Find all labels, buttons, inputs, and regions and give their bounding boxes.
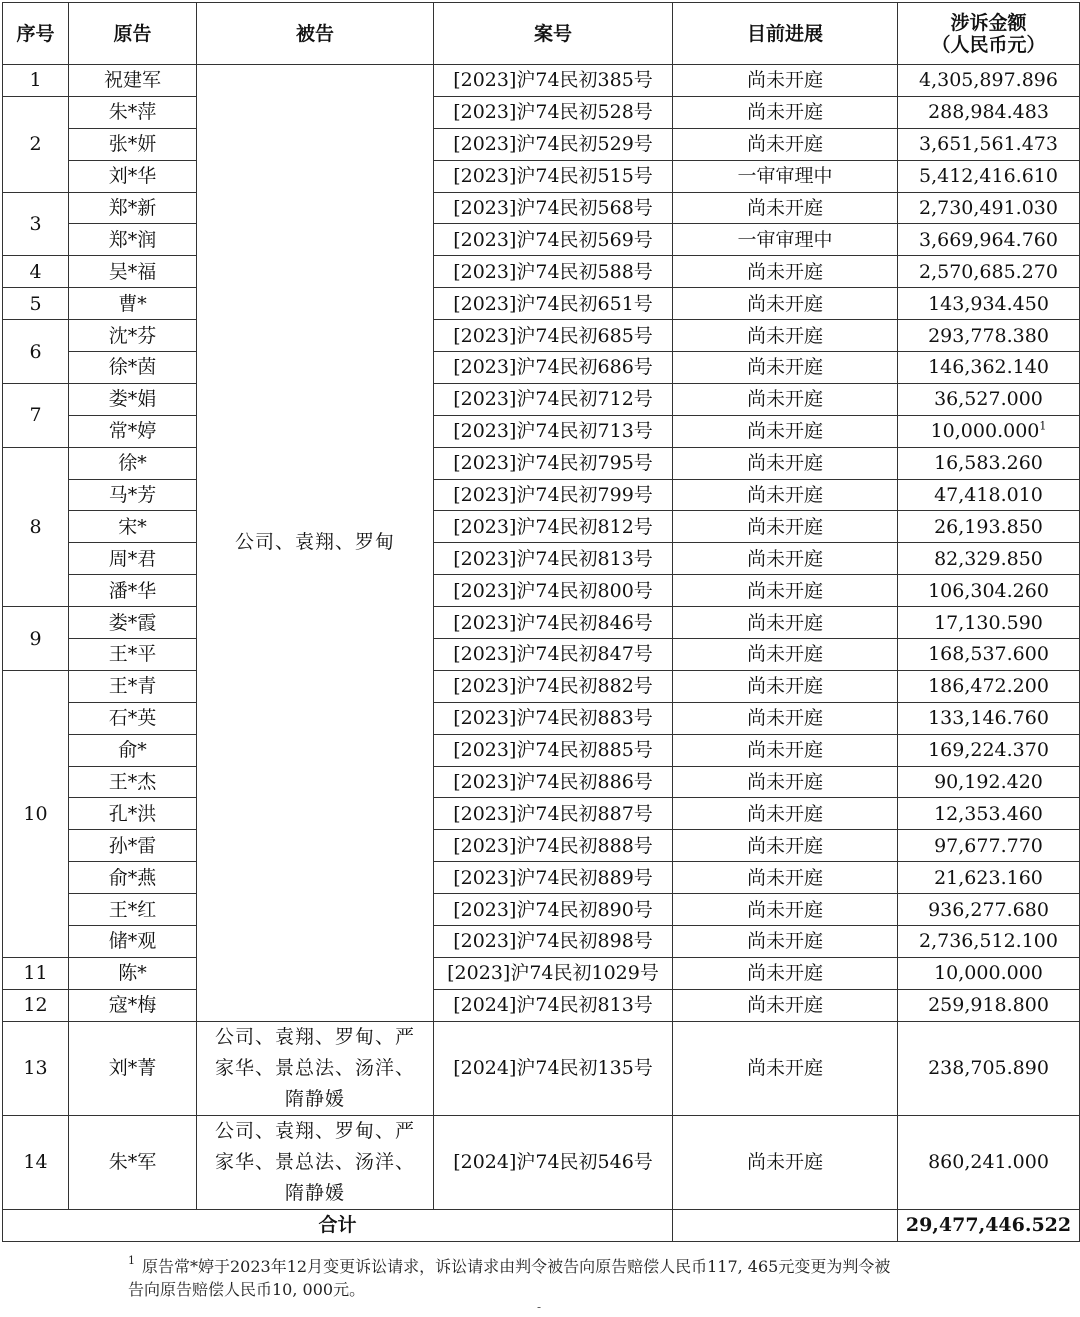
progress-cell: 尚未开庭	[673, 575, 898, 607]
table-row	[3, 224, 1080, 256]
table-row	[3, 65, 1080, 97]
table-row	[3, 926, 1080, 958]
plaintiff-cell: 寇*梅	[69, 989, 197, 1021]
amount-cell	[898, 607, 1080, 639]
table-row	[3, 1021, 1080, 1115]
header-amount-line1: 涉诉金额	[950, 11, 1027, 34]
header-progress: 目前进展	[673, 3, 898, 65]
plaintiff-cell: 徐*茵	[69, 352, 197, 384]
seq-cell: 7	[3, 383, 69, 447]
progress-cell: 尚未开庭	[673, 894, 898, 926]
plaintiff-cell: 娄*娟	[69, 383, 197, 415]
plaintiff-cell: 祝建军	[69, 65, 197, 97]
seq-cell: 6	[3, 320, 69, 384]
progress-cell: 尚未开庭	[673, 128, 898, 160]
amount-cell	[898, 256, 1080, 288]
plaintiff-cell: 俞*燕	[69, 862, 197, 894]
plaintiff-cell: 郑*润	[69, 224, 197, 256]
plaintiff-cell: 郑*新	[69, 192, 197, 224]
footnote-line2: 告向原告赔偿人民币10, 000元。	[128, 1280, 366, 1299]
amount-cell: 860,241.000	[898, 1115, 1080, 1209]
amount-value: 10,000.000	[934, 962, 1043, 985]
progress-cell: 尚未开庭	[673, 989, 898, 1021]
seq-cell: 11	[3, 957, 69, 989]
amount-value: 10,000.000	[930, 420, 1040, 443]
progress-cell: 一审审理中	[673, 224, 898, 256]
progress-cell: 尚未开庭	[673, 926, 898, 958]
plaintiff-cell: 王*平	[69, 639, 197, 671]
plaintiff-cell: 俞*	[69, 734, 197, 766]
table-row	[3, 830, 1080, 862]
header-amount	[898, 3, 1080, 65]
progress-cell: 尚未开庭	[673, 639, 898, 671]
table-row	[3, 575, 1080, 607]
amount-value: 12,353.460	[934, 802, 1043, 825]
case-number-cell: [2023]沪74民初651号	[434, 288, 673, 320]
table-row	[3, 1115, 1080, 1209]
case-number-cell: [2024]沪74民初813号	[434, 989, 673, 1021]
amount-cell	[898, 160, 1080, 192]
plaintiff-cell: 潘*华	[69, 575, 197, 607]
table-row	[3, 96, 1080, 128]
amount-value: 82,329.850	[934, 547, 1043, 570]
plaintiff-cell: 朱*萍	[69, 96, 197, 128]
case-number-cell: [2023]沪74民初588号	[434, 256, 673, 288]
amount-cell	[898, 543, 1080, 575]
amount-value: 186,472.200	[928, 675, 1049, 698]
plaintiff-cell: 宋*	[69, 511, 197, 543]
case-number-cell: [2023]沪74民初569号	[434, 224, 673, 256]
case-number-cell: [2023]沪74民初883号	[434, 702, 673, 734]
header-plaintiff: 原告	[69, 3, 197, 65]
amount-value: 143,934.450	[928, 292, 1049, 315]
amount-value: 16,583.260	[934, 452, 1043, 475]
progress-cell: 一审审理中	[673, 160, 898, 192]
case-number-cell: [2023]沪74民初800号	[434, 575, 673, 607]
table-row	[3, 256, 1080, 288]
defendant-line: 家华、景总法、汤洋、	[214, 1056, 415, 1079]
plaintiff-cell: 孔*洪	[69, 798, 197, 830]
plaintiff-cell: 徐*	[69, 447, 197, 479]
progress-cell: 尚未开庭	[673, 607, 898, 639]
case-number-cell: [2023]沪74民初886号	[434, 766, 673, 798]
table-row	[3, 479, 1080, 511]
amount-cell	[898, 65, 1080, 97]
progress-cell: 尚未开庭	[673, 702, 898, 734]
footnote-mark: 1	[128, 1254, 135, 1267]
amount-cell	[898, 192, 1080, 224]
amount-value: 26,193.850	[934, 515, 1043, 538]
case-number-cell: [2023]沪74民初889号	[434, 862, 673, 894]
plaintiff-cell: 刘*菁	[69, 1021, 197, 1115]
progress-cell: 尚未开庭	[673, 511, 898, 543]
amount-value: 17,130.590	[934, 611, 1043, 634]
plaintiff-cell: 张*妍	[69, 128, 197, 160]
total-row	[3, 1209, 1080, 1241]
progress-cell: 尚未开庭	[673, 65, 898, 97]
amount-cell	[898, 415, 1080, 447]
amount-cell	[898, 862, 1080, 894]
case-number-cell: [2023]沪74民初568号	[434, 192, 673, 224]
amount-cell	[898, 447, 1080, 479]
plaintiff-cell: 马*芳	[69, 479, 197, 511]
case-number-cell: [2023]沪74民初528号	[434, 96, 673, 128]
case-number-cell: [2023]沪74民初847号	[434, 639, 673, 671]
table-row	[3, 989, 1080, 1021]
amount-cell	[898, 926, 1080, 958]
defendant-cell: 公司、袁翔、罗甸	[197, 65, 434, 1022]
case-number-cell: [2023]沪74民初885号	[434, 734, 673, 766]
header-seq: 序号	[3, 3, 69, 65]
amount-cell	[898, 479, 1080, 511]
total-label: 合计	[3, 1209, 673, 1241]
seq-cell: 5	[3, 288, 69, 320]
progress-cell: 尚未开庭	[673, 96, 898, 128]
table-row	[3, 607, 1080, 639]
amount-cell	[898, 894, 1080, 926]
plaintiff-cell: 常*婷	[69, 415, 197, 447]
case-number-cell: [2023]沪74民初888号	[434, 830, 673, 862]
case-number-cell: [2023]沪74民初812号	[434, 511, 673, 543]
progress-cell: 尚未开庭	[673, 383, 898, 415]
amount-cell	[898, 224, 1080, 256]
amount-value: 259,918.800	[928, 994, 1049, 1017]
amount-value: 106,304.260	[928, 579, 1049, 602]
amount-value: 133,146.760	[928, 707, 1049, 730]
case-number-cell: [2023]沪74民初799号	[434, 479, 673, 511]
plaintiff-cell: 孙*雷	[69, 830, 197, 862]
table-row	[3, 894, 1080, 926]
progress-cell: 尚未开庭	[673, 734, 898, 766]
case-number-cell: [2023]沪74民初685号	[434, 320, 673, 352]
progress-cell: 尚未开庭	[673, 1115, 898, 1209]
seq-cell: 9	[3, 607, 69, 671]
plaintiff-cell: 沈*芬	[69, 320, 197, 352]
table-row	[3, 798, 1080, 830]
header-case-number: 案号	[434, 3, 673, 65]
case-number-cell: [2023]沪74民初529号	[434, 128, 673, 160]
footnote	[128, 1255, 968, 1301]
seq-cell: 1	[3, 65, 69, 97]
defendant-cell	[197, 1021, 434, 1115]
case-number-cell: [2023]沪74民初713号	[434, 415, 673, 447]
amount-cell	[898, 575, 1080, 607]
table-row	[3, 543, 1080, 575]
progress-cell: 尚未开庭	[673, 798, 898, 830]
plaintiff-cell: 储*观	[69, 926, 197, 958]
progress-cell: 尚未开庭	[673, 352, 898, 384]
progress-cell: 尚未开庭	[673, 957, 898, 989]
plaintiff-cell: 朱*军	[69, 1115, 197, 1209]
amount-cell	[898, 830, 1080, 862]
case-number-cell: [2023]沪74民初898号	[434, 926, 673, 958]
table-row	[3, 957, 1080, 989]
footnote-ref: 1	[1039, 419, 1047, 433]
case-number-cell: [2023]沪74民初712号	[434, 383, 673, 415]
amount-value: 2,736,512.100	[918, 930, 1058, 953]
table-row	[3, 383, 1080, 415]
case-number-cell: [2023]沪74民初887号	[434, 798, 673, 830]
litigation-table	[2, 2, 1080, 1242]
progress-cell: 尚未开庭	[673, 192, 898, 224]
case-number-cell: [2023]沪74民初1029号	[434, 957, 673, 989]
progress-cell: 尚未开庭	[673, 320, 898, 352]
amount-value: 2,570,685.270	[918, 260, 1058, 283]
amount-value: 288,984.483	[928, 101, 1049, 124]
progress-cell: 尚未开庭	[673, 256, 898, 288]
amount-value: 97,677.770	[934, 834, 1043, 857]
footnote-line1: 原告常*婷于2023年12月变更诉讼请求，诉讼请求由判令被告向原告赔偿人民币117, 465元变更为判令被	[142, 1257, 891, 1276]
case-number-cell: [2023]沪74民初846号	[434, 607, 673, 639]
progress-cell: 尚未开庭	[673, 447, 898, 479]
defendant-line: 家华、景总法、汤洋、	[214, 1150, 415, 1173]
amount-cell	[898, 989, 1080, 1021]
table-row	[3, 160, 1080, 192]
page-marker: -	[537, 1300, 542, 1314]
table-body	[3, 65, 1080, 1242]
progress-cell: 尚未开庭	[673, 543, 898, 575]
amount-cell	[898, 798, 1080, 830]
table-row	[3, 734, 1080, 766]
table-row	[3, 702, 1080, 734]
table-row	[3, 447, 1080, 479]
case-number-cell: [2023]沪74民初890号	[434, 894, 673, 926]
table-row	[3, 862, 1080, 894]
amount-value: 3,651,561.473	[918, 133, 1058, 156]
table-row	[3, 288, 1080, 320]
case-number-cell: [2023]沪74民初686号	[434, 352, 673, 384]
progress-cell: 尚未开庭	[673, 766, 898, 798]
amount-cell	[898, 670, 1080, 702]
amount-cell	[898, 128, 1080, 160]
amount-value: 4,305,897.896	[918, 69, 1058, 92]
total-progress-empty	[673, 1209, 898, 1241]
plaintiff-cell: 曹*	[69, 288, 197, 320]
plaintiff-cell: 吴*福	[69, 256, 197, 288]
amount-value: 168,537.600	[928, 643, 1049, 666]
amount-cell	[898, 639, 1080, 671]
plaintiff-cell: 石*英	[69, 702, 197, 734]
amount-cell: 238,705.890	[898, 1021, 1080, 1115]
plaintiff-cell: 陈*	[69, 957, 197, 989]
case-number-cell: [2024]沪74民初546号	[434, 1115, 673, 1209]
amount-value: 47,418.010	[934, 484, 1043, 507]
defendant-line: 隋静媛	[284, 1181, 345, 1204]
amount-cell	[898, 957, 1080, 989]
table-row	[3, 352, 1080, 384]
seq-cell: 12	[3, 989, 69, 1021]
amount-cell	[898, 383, 1080, 415]
plaintiff-cell: 周*君	[69, 543, 197, 575]
amount-value: 293,778.380	[928, 324, 1049, 347]
amount-cell	[898, 702, 1080, 734]
amount-value: 36,527.000	[934, 388, 1043, 411]
header-amount-line2: （人民币元）	[931, 33, 1046, 56]
progress-cell: 尚未开庭	[673, 415, 898, 447]
amount-cell	[898, 511, 1080, 543]
seq-cell: 10	[3, 670, 69, 957]
table-row	[3, 766, 1080, 798]
seq-cell: 4	[3, 256, 69, 288]
seq-cell: 3	[3, 192, 69, 256]
amount-value: 169,224.370	[928, 739, 1049, 762]
amount-value: 3,669,964.760	[918, 228, 1058, 251]
amount-value: 90,192.420	[934, 771, 1043, 794]
defendant-line: 公司、袁翔、罗甸、严	[214, 1025, 415, 1048]
table-row	[3, 128, 1080, 160]
amount-cell	[898, 96, 1080, 128]
table-row	[3, 639, 1080, 671]
table-row	[3, 320, 1080, 352]
case-number-cell: [2023]沪74民初385号	[434, 65, 673, 97]
amount-cell	[898, 320, 1080, 352]
plaintiff-cell: 王*青	[69, 670, 197, 702]
progress-cell: 尚未开庭	[673, 862, 898, 894]
case-number-cell: [2023]沪74民初515号	[434, 160, 673, 192]
progress-cell: 尚未开庭	[673, 479, 898, 511]
table-row	[3, 415, 1080, 447]
amount-value: 5,412,416.610	[918, 165, 1058, 188]
case-number-cell: [2023]沪74民初813号	[434, 543, 673, 575]
amount-value: 936,277.680	[928, 898, 1049, 921]
header-defendant: 被告	[197, 3, 434, 65]
defendant-line: 隋静媛	[284, 1087, 345, 1110]
table-row	[3, 192, 1080, 224]
defendant-cell	[197, 1115, 434, 1209]
table-row	[3, 511, 1080, 543]
progress-cell: 尚未开庭	[673, 670, 898, 702]
amount-value: 2,730,491.030	[918, 197, 1058, 219]
defendant-line: 公司、袁翔、罗甸、严	[214, 1119, 415, 1142]
plaintiff-cell: 王*红	[69, 894, 197, 926]
seq-cell: 2	[3, 96, 69, 192]
plaintiff-cell: 娄*霞	[69, 607, 197, 639]
seq-cell: 8	[3, 447, 69, 606]
progress-cell: 尚未开庭	[673, 1021, 898, 1115]
amount-cell	[898, 766, 1080, 798]
case-number-cell: [2023]沪74民初882号	[434, 670, 673, 702]
progress-cell: 尚未开庭	[673, 830, 898, 862]
seq-cell: 13	[3, 1021, 69, 1115]
amount-cell	[898, 352, 1080, 384]
case-number-cell: [2024]沪74民初135号	[434, 1021, 673, 1115]
amount-cell	[898, 734, 1080, 766]
seq-cell: 14	[3, 1115, 69, 1209]
progress-cell: 尚未开庭	[673, 288, 898, 320]
plaintiff-cell: 刘*华	[69, 160, 197, 192]
amount-value: 21,623.160	[934, 866, 1043, 889]
amount-value: 146,362.140	[928, 356, 1049, 379]
table-row	[3, 670, 1080, 702]
plaintiff-cell: 王*杰	[69, 766, 197, 798]
amount-cell	[898, 288, 1080, 320]
total-amount: 29,477,446.522	[898, 1209, 1080, 1241]
case-number-cell: [2023]沪74民初795号	[434, 447, 673, 479]
